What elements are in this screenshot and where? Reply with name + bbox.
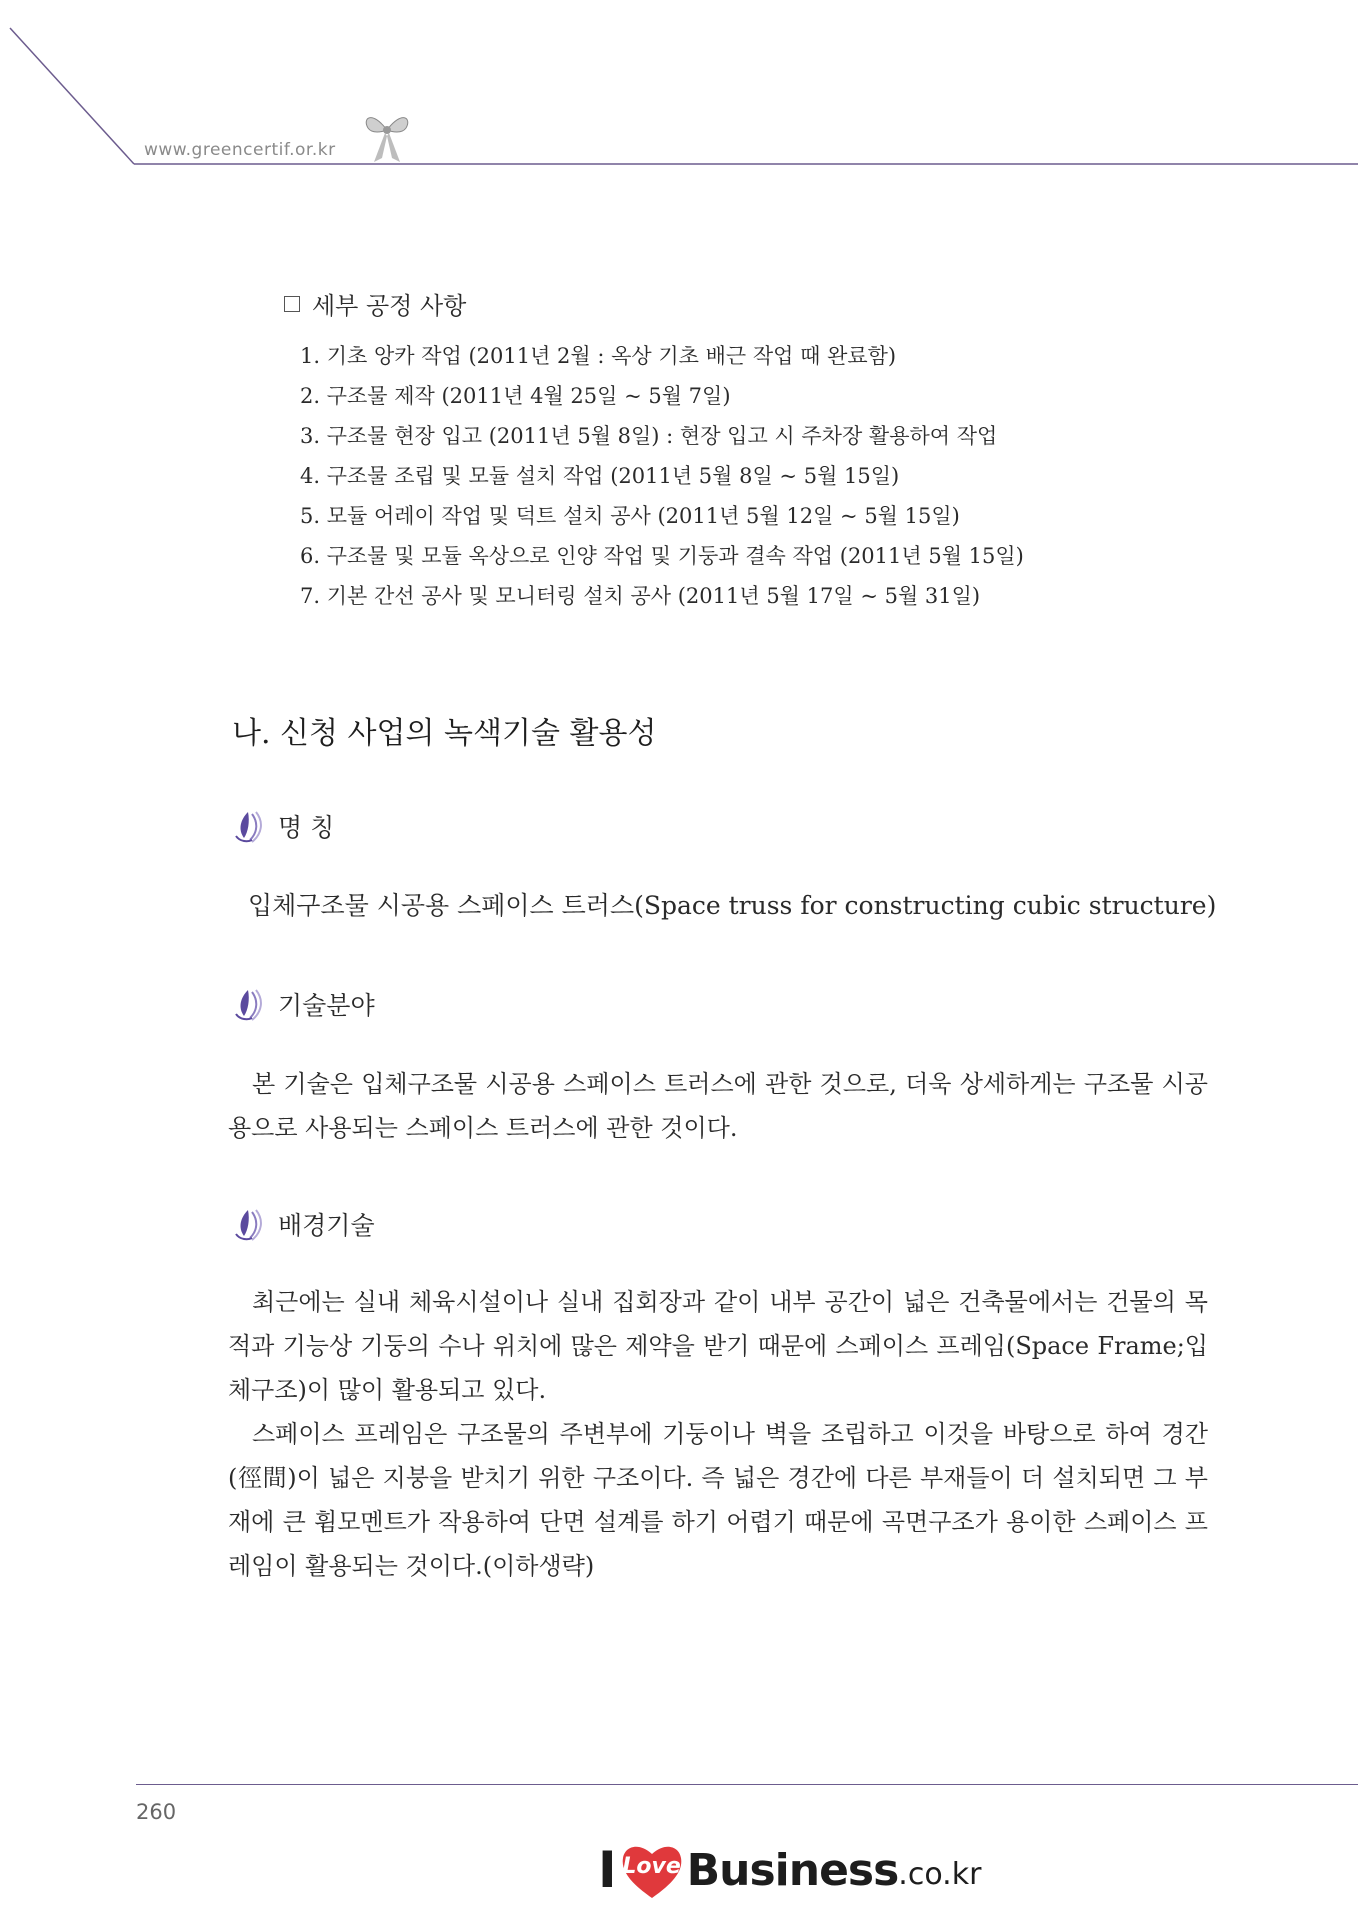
logo-prefix: I [598,1841,617,1899]
background-paragraphs [228,1280,1208,1588]
heart-icon [619,1840,685,1900]
list-item: 2. 구조물 제작 (2011년 4월 25일 ~ 5월 7일) [300,384,731,408]
list-item: 7. 기본 간선 공사 및 모니터링 설치 공사 (2011년 5월 17일 ~ 5월 31일) [300,584,981,608]
section-title: 나. 신청 사업의 녹색기술 활용성 [232,716,657,751]
checkbox-icon [284,296,300,312]
list-item: 6. 구조물 및 모듈 옥상으로 인양 작업 및 기둥과 결속 작업 (2011년 5월 15일) [300,544,1024,568]
list-item: 1. 기초 앙카 작업 (2011년 2월 : 옥상 기초 배근 작업 때 완료함) [300,344,897,368]
footer-logo [598,1840,981,1900]
name-text: 입체구조물 시공용 스페이스 트러스(Space truss for constructing cubic structure) [248,891,1217,920]
field-subhead [228,984,375,1024]
page-number: 260 [136,1800,177,1824]
list-item: 5. 모듈 어레이 작업 및 덕트 설치 공사 (2011년 5월 12일 ~ 5월 15일) [300,504,960,528]
background-subhead [228,1204,375,1244]
logo-tld: .co.kr [898,1857,982,1892]
list-item: 4. 구조물 조립 및 모듈 설치 작업 (2011년 5월 8일 ~ 5월 15일) [300,464,900,488]
footer-rule [136,1784,1358,1785]
leaf-bullet-icon [228,806,268,846]
field-text: 본 기술은 입체구조물 시공용 스페이스 트러스에 관한 것으로, 더욱 상세하게는 구조물 시공용으로 사용되는 스페이스 트러스에 관한 것이다. [228,1070,1208,1142]
field-paragraph [228,1062,1208,1150]
background-paragraph-2: 스페이스 프레임은 구조물의 주변부에 기둥이나 벽을 조립하고 이것을 바탕으로 하여 경간(徑間)이 넓은 지붕을 받치기 위한 구조이다. 즉 넓은 경간에 다른 부재들이 더 설치되면 그 부재에 큰 휨모멘트가 작용하여 단면 설계를 하기 어렵기 때문에 곡면구조가 용이한 스페이스 프레임이 활용되는 것이다.(이하생략) [228,1420,1208,1580]
leaf-bullet-icon [228,984,268,1024]
background-heading: 배경기술 [278,1211,375,1240]
background-paragraph-1: 최근에는 실내 체육시설이나 실내 집회장과 같이 내부 공간이 넓은 건축물에서는 건물의 목적과 기능상 기둥의 수나 위치에 많은 제약을 받기 때문에 스페이스 프레임(Space Frame;입체구조)이 많이 활용되고 있다. [228,1288,1208,1404]
leaf-bullet-icon [228,1204,268,1244]
process-list [300,336,1024,616]
ribbon-bow-icon [362,108,412,164]
process-heading-text: 세부 공정 사항 [312,292,467,320]
name-subhead [228,806,334,846]
logo-heart-text: Love [622,1854,681,1879]
name-heading: 명 칭 [278,813,335,842]
process-heading [284,286,466,321]
list-item: 3. 구조물 현장 입고 (2011년 5월 8일) : 현장 입고 시 주차장 활용하여 작업 [300,424,998,448]
site-url: www.greencertif.or.kr [144,140,336,160]
logo-name: Business [686,1844,899,1896]
field-heading: 기술분야 [278,991,375,1020]
